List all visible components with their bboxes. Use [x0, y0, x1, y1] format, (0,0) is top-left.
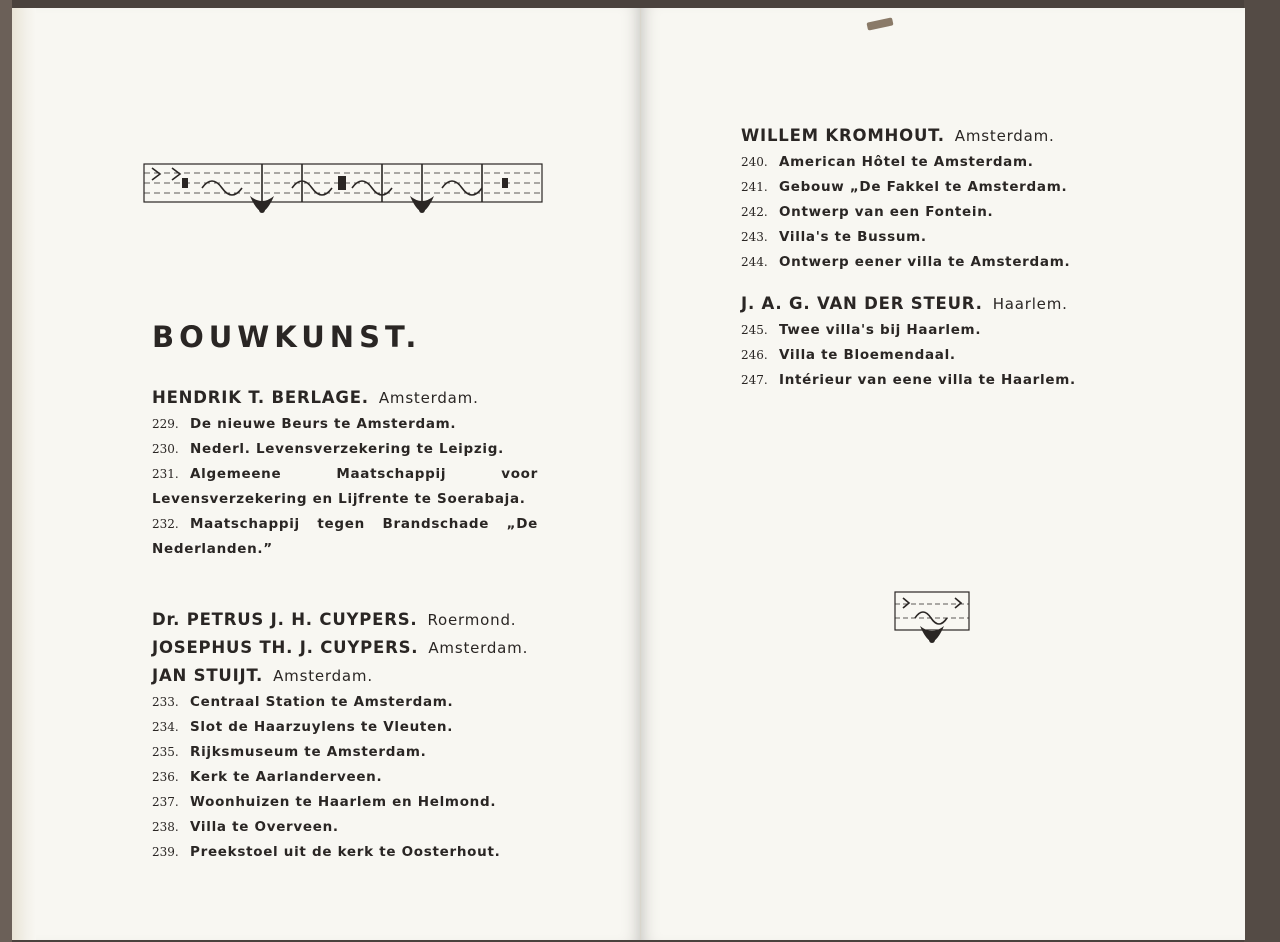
catalog-entry: [741, 150, 1070, 175]
entry-title: De nieuwe Beurs te Amsterdam.: [190, 416, 457, 432]
entry-title: Gebouw „De Fakkel te Amsterdam.: [779, 179, 1068, 195]
catalog-entry: [741, 318, 1076, 343]
catalog-entry: [152, 512, 538, 562]
catalog-entry: [152, 740, 528, 765]
entry-number: 235.: [152, 745, 179, 759]
decorative-ornament-border: [142, 158, 546, 216]
book-edge: [0, 0, 12, 942]
entry-title: Maatschappij tegen Brandschade „De Nederlanden.”: [152, 516, 538, 557]
catalog-entry: [152, 715, 528, 740]
entry-number: 237.: [152, 795, 179, 809]
entry-title: Villa's te Bussum.: [779, 229, 927, 245]
entry-number: 233.: [152, 695, 179, 709]
artist-city: Amsterdam.: [954, 127, 1055, 145]
artist-heading: [741, 122, 1070, 150]
artist-name: J. A. G. VAN DER STEUR.: [741, 294, 983, 313]
artist-city: Amsterdam.: [428, 639, 529, 657]
entry-number: 242.: [741, 205, 768, 219]
entry-title: Ontwerp eener villa te Amsterdam.: [779, 254, 1071, 270]
artist-name: WILLEM KROMHOUT.: [741, 126, 945, 145]
entry-title: Woonhuizen te Haarlem en Helmond.: [190, 794, 497, 810]
artist-name: HENDRIK T. BERLAGE.: [152, 388, 369, 407]
entry-title: American Hôtel te Amsterdam.: [779, 154, 1034, 170]
entry-title: Kerk te Aarlanderveen.: [190, 769, 383, 785]
catalog-entry: [741, 368, 1076, 393]
artist-city: Roermond.: [427, 611, 517, 629]
catalog-entry: [152, 790, 528, 815]
entry-number: 240.: [741, 155, 768, 169]
entry-number: 231.: [152, 467, 179, 481]
artist-group-van-der-steur: [741, 290, 1076, 393]
section-heading: BOUWKUNST.: [152, 320, 422, 354]
entry-title: Villa te Bloemendaal.: [779, 347, 956, 363]
artist-heading: [152, 384, 538, 412]
entry-title: Rijksmuseum te Amsterdam.: [190, 744, 427, 760]
entry-number: 241.: [741, 180, 768, 194]
entry-number: 245.: [741, 323, 768, 337]
catalog-entry: [741, 343, 1076, 368]
artist-heading: [741, 290, 1076, 318]
entry-number: 243.: [741, 230, 768, 244]
artist-heading: [152, 662, 528, 690]
artist-group-berlage: [152, 384, 538, 562]
catalog-entry: [152, 462, 538, 512]
catalog-entry: [741, 175, 1070, 200]
catalog-entry: [741, 200, 1070, 225]
book-cover-edge: [1244, 0, 1280, 942]
entry-title: Nederl. Levensverzekering te Leipzig.: [190, 441, 504, 457]
right-page: [641, 8, 1245, 940]
entry-number: 230.: [152, 442, 179, 456]
catalog-entry: [152, 412, 538, 437]
entry-number: 238.: [152, 820, 179, 834]
entry-title: Preekstoel uit de kerk te Oosterhout.: [190, 844, 501, 860]
entry-title: Twee villa's bij Haarlem.: [779, 322, 982, 338]
catalog-entry: [152, 765, 528, 790]
entry-title: Slot de Haarzuylens te Vleuten.: [190, 719, 454, 735]
artist-city: Amsterdam.: [273, 667, 373, 685]
catalog-entry: [152, 815, 528, 840]
entry-number: 232.: [152, 517, 179, 531]
artist-heading: [152, 606, 528, 634]
entry-number: 239.: [152, 845, 179, 859]
entry-title: Villa te Overveen.: [190, 819, 339, 835]
artist-name: Dr. PETRUS J. H. CUYPERS.: [152, 610, 418, 629]
artist-city: Amsterdam.: [378, 389, 479, 407]
ink-mark: [866, 17, 893, 30]
catalog-entry: [741, 225, 1070, 250]
artist-name: JAN STUIJT.: [152, 666, 264, 685]
entry-number: 247.: [741, 373, 768, 387]
artist-city: Haarlem.: [992, 295, 1068, 313]
catalog-entry: [152, 437, 538, 462]
entry-number: 229.: [152, 417, 179, 431]
catalog-entry: [741, 250, 1070, 275]
entry-title: Centraal Station te Amsterdam.: [190, 694, 454, 710]
artist-group-kromhout: [741, 122, 1070, 275]
artist-heading: [152, 634, 528, 662]
artist-group-cuypers: [152, 606, 528, 865]
decorative-ornament-vignette: [893, 588, 971, 646]
catalog-entry: [152, 690, 528, 715]
left-page: [12, 8, 641, 940]
entry-title: Ontwerp van een Fontein.: [779, 204, 994, 220]
entry-number: 234.: [152, 720, 179, 734]
entry-number: 244.: [741, 255, 768, 269]
entry-number: 246.: [741, 348, 768, 362]
entry-title: Intérieur van eene villa te Haarlem.: [779, 372, 1076, 388]
page-deckle-edge: [12, 8, 36, 940]
entry-number: 236.: [152, 770, 179, 784]
artist-name: JOSEPHUS TH. J. CUYPERS.: [152, 638, 419, 657]
catalog-entry: [152, 840, 528, 865]
entry-title: Algemeene Maatschappij voor Levensverzekering en Lijfrente te Soerabaja.: [152, 466, 538, 507]
